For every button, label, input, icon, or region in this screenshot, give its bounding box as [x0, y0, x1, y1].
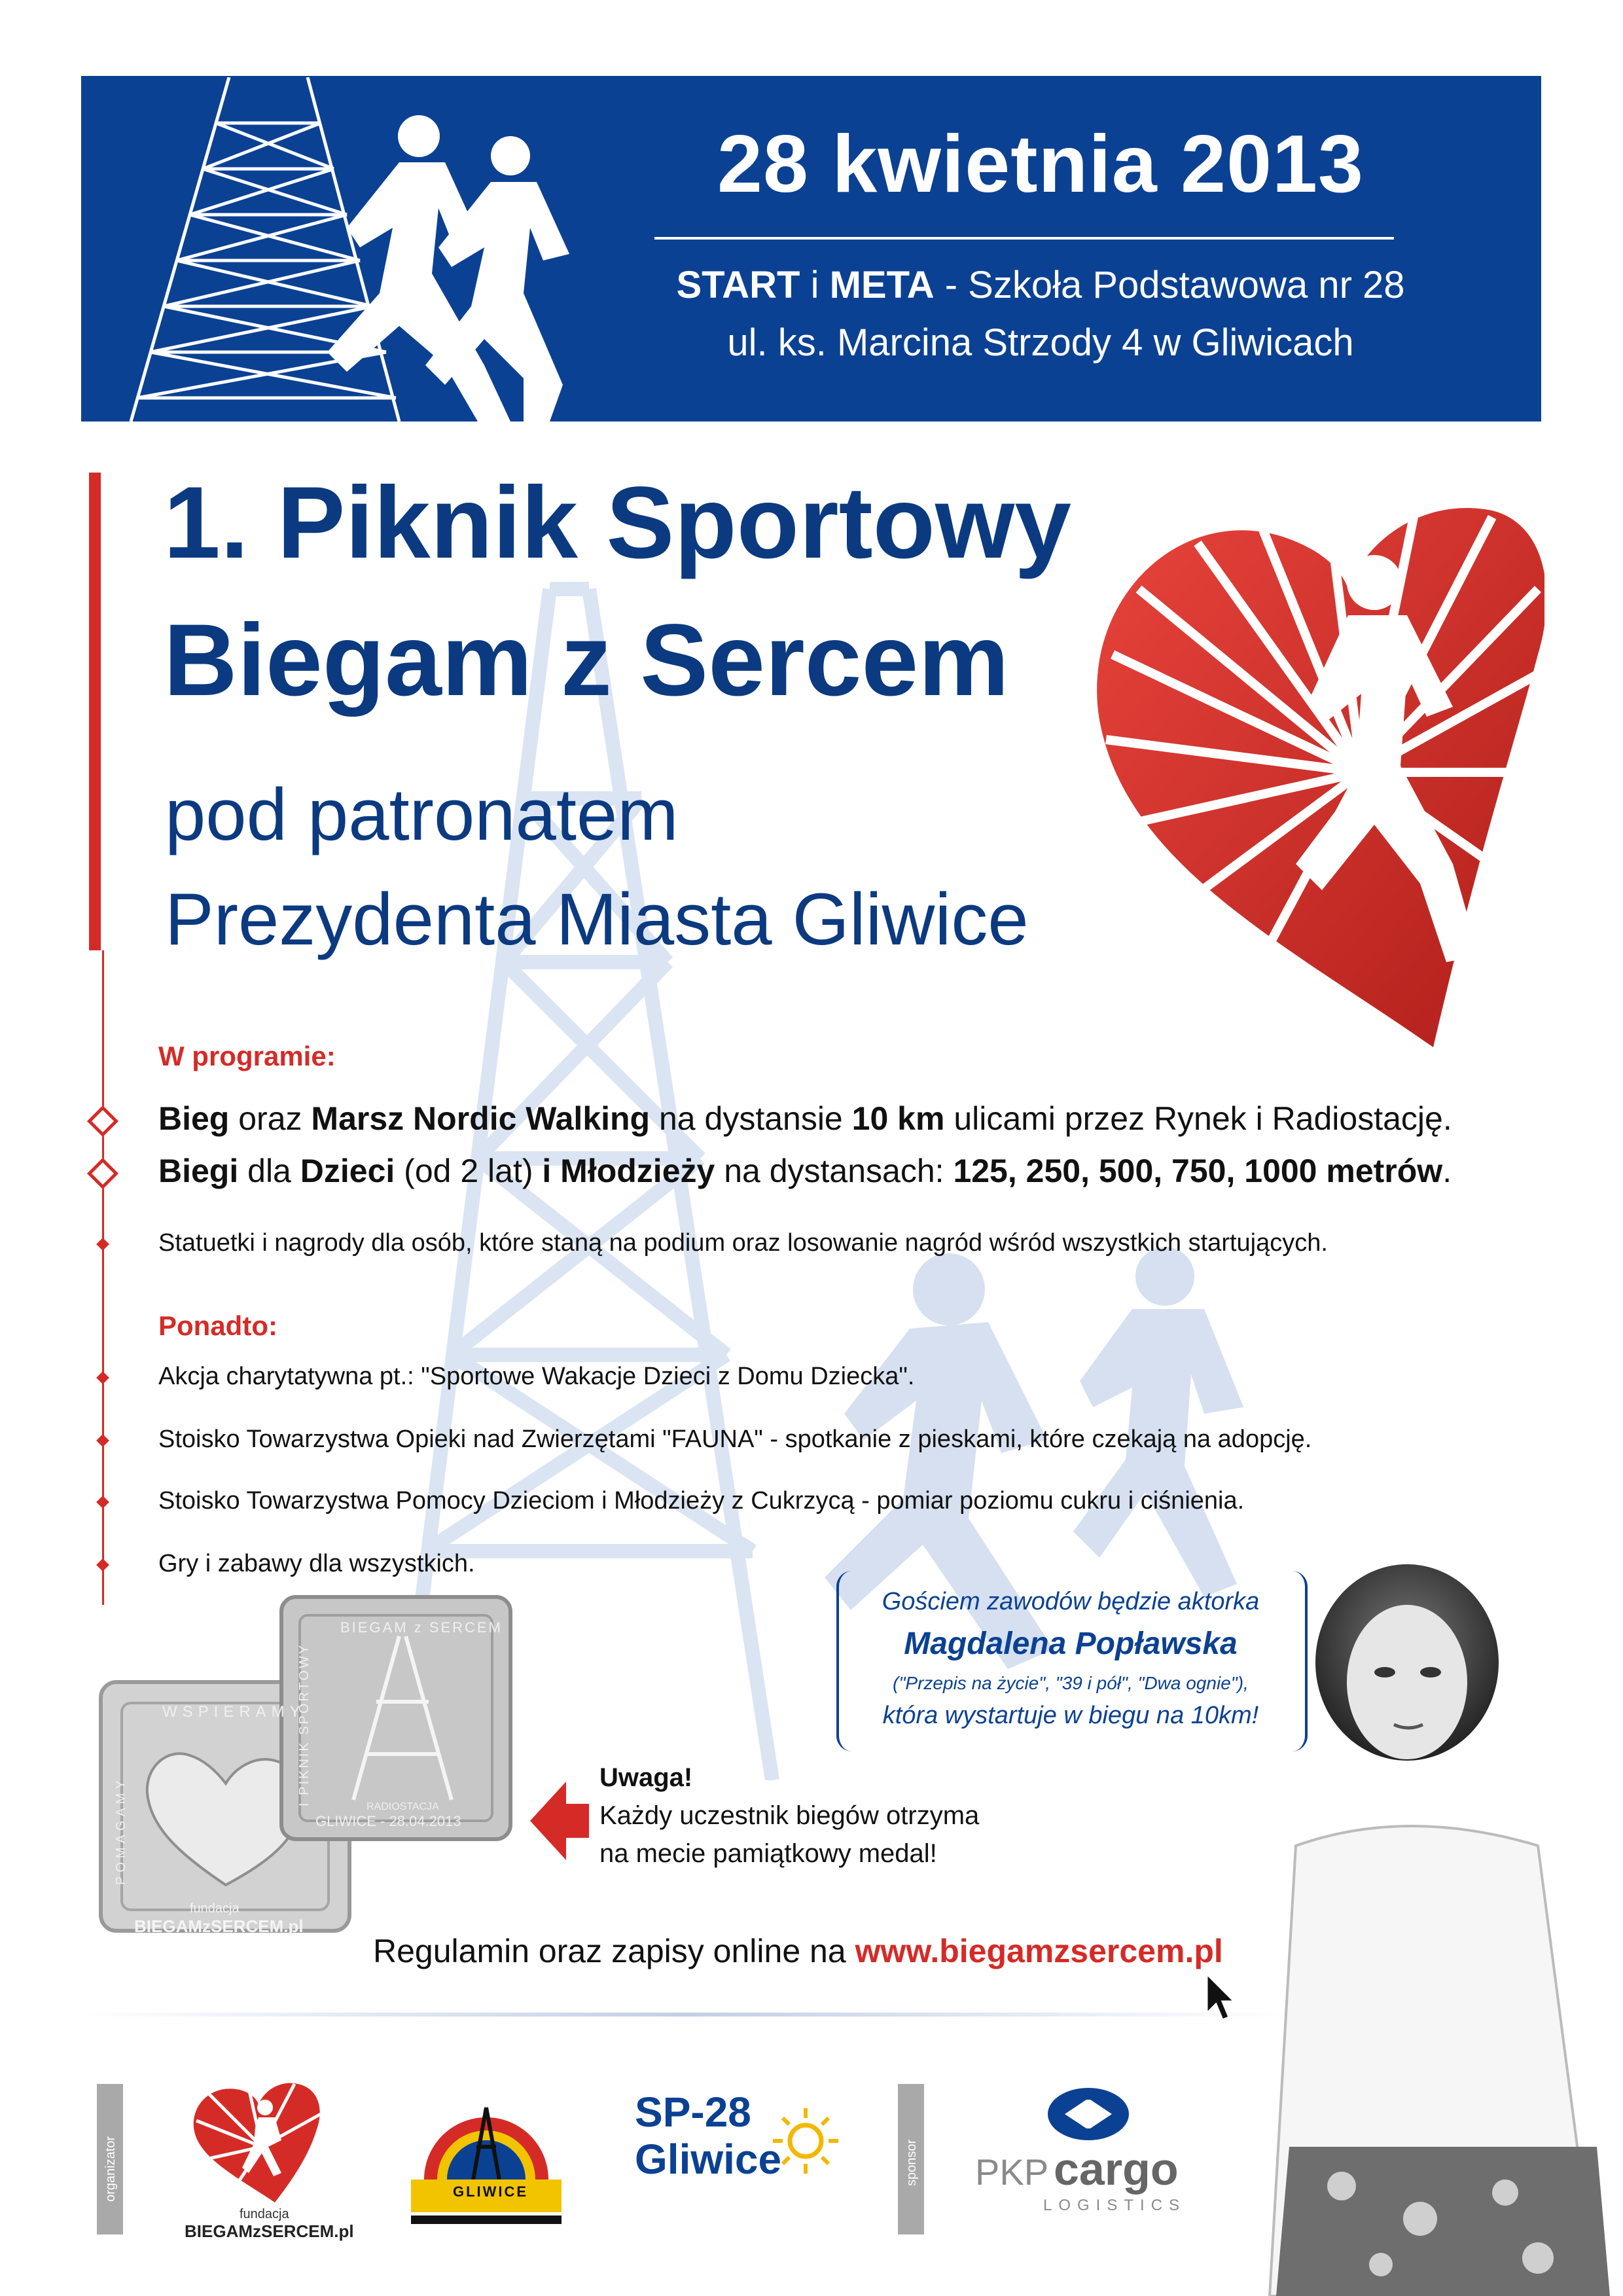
medal-left-bottom-text-2: BIEGAMzSERCEM.pl — [134, 1916, 304, 1936]
bullet-icon — [96, 1496, 109, 1509]
text-run: i Młodzieży — [542, 1153, 715, 1189]
notice-line1: Każdy uczestnik biegów otrzyma — [599, 1801, 980, 1830]
text-run: dla — [238, 1153, 300, 1189]
gliwice-label: GLIWICE — [453, 2183, 529, 2200]
text-run: ulicami przez Rynek i Radiostację. — [944, 1100, 1452, 1137]
pkp-label: PKP — [975, 2151, 1049, 2193]
fundacja-label: fundacja — [240, 2207, 289, 2221]
pkp-cargo-emblem — [1039, 2081, 1137, 2147]
sponsor-label: sponsor — [904, 2139, 919, 2186]
text-run: . — [1442, 1153, 1452, 1189]
extra-item-charity: Akcja charytatywna pt.: "Sportowe Wakacje Dzieci z Domu Dziecka". — [158, 1363, 915, 1390]
page-title-line1: 1. Piknik Sportowy — [164, 466, 1072, 580]
extra-item-games: Gry i zabawy dla wszystkich. — [158, 1550, 475, 1577]
bullet-icon — [96, 1238, 109, 1251]
header-divider — [654, 237, 1394, 240]
program-label: W programie: — [158, 1041, 336, 1071]
text-run: na dystansie — [650, 1100, 852, 1137]
medal-right-side-text: I PIKNIK SPORTOWY — [297, 1643, 312, 1806]
text-run: Biegi — [158, 1153, 239, 1189]
medal-left-top-text: WSPIERAMY — [162, 1703, 306, 1721]
event-address: ul. ks. Marcina Strzody 4 w Gliwicach — [727, 321, 1354, 364]
start-label: START — [676, 264, 800, 306]
meta-label: META — [829, 264, 935, 306]
guest-portrait — [1230, 1558, 1623, 2296]
medal-left-side-text: POMAGAMY — [114, 1776, 128, 1885]
organizer-label: organizator — [103, 2136, 118, 2202]
extra-item-diabetes: Stoisko Towarzystwa Pomocy Dzieciom i Młodzieży z Cukrzycą - pomiar poziomu cukru i ciśnienia. — [158, 1487, 1245, 1515]
registration-text: Regulamin oraz zapisy online na — [373, 1933, 855, 1969]
heart-runner-logo — [1086, 458, 1544, 1047]
program-item-kids — [158, 1152, 1452, 1190]
patronage-line1: pod patronatem — [165, 774, 679, 855]
start-location: - Szkoła Podstawowa nr 28 — [934, 264, 1405, 306]
text-run: 125, 250, 500, 750, 1000 metrów — [953, 1153, 1443, 1189]
extra-label: Ponadto: — [158, 1310, 277, 1341]
medal-right-bottom-text: GLIWICE - 28.04.2013 — [315, 1813, 461, 1829]
notice-line2: na mecie pamiątkowy medal! — [599, 1839, 937, 1868]
website-link[interactable]: www.biegamzsercem.pl — [855, 1933, 1223, 1969]
medals-image — [92, 1584, 589, 1950]
bullet-diamond-icon — [87, 1105, 118, 1137]
registration-line — [373, 1932, 1223, 1970]
footer-separator — [81, 2013, 1292, 2017]
gliwice-logo — [411, 2081, 562, 2225]
page-title-line2: Biegam z Sercem — [164, 603, 1009, 717]
medal-right-small-text: RADIOSTACJA — [366, 1801, 439, 1812]
text-run: Marsz Nordic Walking — [311, 1100, 651, 1137]
guest-name: Magdalena Popławska — [904, 1626, 1238, 1661]
guest-films: ("Przepis na życie", "39 i pół", "Dwa ognie"), — [893, 1673, 1249, 1693]
sun-icon — [770, 2105, 842, 2177]
arrow-left-icon — [530, 1782, 589, 1860]
start-meta-connector: i — [800, 264, 830, 306]
guest-note: która wystartuje w biegu na 10km! — [882, 1702, 1259, 1729]
notice-title: Uwaga! — [599, 1763, 693, 1792]
sp28-city: Gliwice — [635, 2136, 782, 2183]
bullet-icon — [96, 1434, 109, 1447]
text-run: 10 km — [851, 1100, 945, 1137]
cargo-label: cargo — [1054, 2144, 1179, 2195]
start-meta-line — [592, 263, 1489, 307]
text-run: oraz — [229, 1100, 312, 1137]
sp28-title: SP-28 — [635, 2089, 751, 2136]
event-date: 28 kwietnia 2013 — [717, 119, 1364, 209]
patronage-line2: Prezydenta Miasta Gliwice — [165, 878, 1029, 960]
bullet-icon — [96, 1558, 109, 1571]
logistics-label: LOGISTICS — [1043, 2197, 1186, 2214]
program-item-run — [158, 1100, 1452, 1138]
extra-item-fauna: Stoisko Towarzystwa Opieki nad Zwierzętami "FAUNA" - spotkanie z pieskami, które czekają na adopcję. — [158, 1426, 1312, 1453]
text-run: na dystansach: — [715, 1153, 954, 1189]
medal-right-top-text: BIEGAM z SERCEM — [340, 1619, 503, 1636]
fundacja-heart-logo — [190, 2075, 327, 2206]
tower-runners-icon — [92, 77, 589, 422]
program-item-awards: Statuetki i nagrody dla osób, które staną na podium oraz losowanie nagród wśród wszystkich startujących. — [158, 1229, 1328, 1257]
bullet-icon — [96, 1371, 109, 1384]
bullet-diamond-icon — [87, 1158, 118, 1189]
fundacja-name: BIEGAMzSERCEM.pl — [185, 2221, 354, 2241]
guest-intro: Gościem zawodów będzie aktorka — [882, 1588, 1260, 1615]
text-run: Dzieci — [300, 1153, 395, 1189]
title-accent-bar — [89, 473, 101, 950]
text-run: (od 2 lat) — [395, 1153, 543, 1189]
text-run: Bieg — [158, 1100, 230, 1137]
medal-left-bottom-text-1: fundacja — [190, 1901, 240, 1916]
